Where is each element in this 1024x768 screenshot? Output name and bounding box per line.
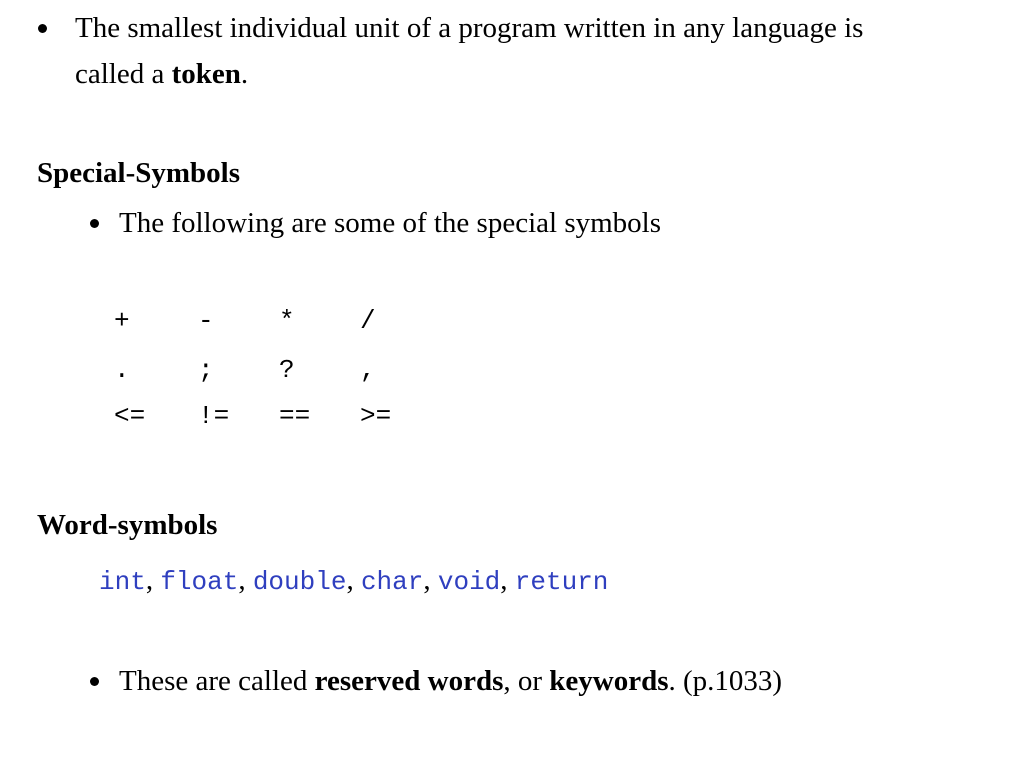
keyword-item: return — [514, 567, 609, 597]
keyword-separator: , — [346, 564, 354, 596]
symbol-cell: <= — [114, 401, 146, 431]
reserved-words-text — [119, 664, 782, 698]
reserved-words-mid: , or — [503, 665, 550, 697]
symbol-cell: * — [279, 306, 295, 336]
keywords-term: keywords — [549, 665, 669, 697]
reserved-words-suffix: . (p.1033) — [668, 665, 783, 697]
keyword-item: void — [437, 567, 501, 597]
symbol-cell: / — [360, 306, 376, 336]
symbol-cell: ; — [198, 355, 214, 385]
reserved-words-term: reserved words — [314, 665, 504, 697]
reserved-words-prefix: These are called — [119, 665, 315, 697]
keyword-separator: , — [238, 564, 246, 596]
symbol-cell: ? — [279, 355, 295, 385]
keyword-item: float — [160, 567, 239, 597]
symbol-cell: >= — [360, 401, 392, 431]
special-symbols-bullet-text: The following are some of the special symbols — [119, 207, 662, 239]
keyword-item: double — [252, 567, 347, 597]
symbol-cell: + — [114, 306, 130, 336]
keyword-separator: , — [423, 564, 431, 596]
symbol-cell: != — [198, 401, 230, 431]
special-symbols-heading: Special-Symbols — [37, 157, 241, 189]
intro-text-1: The smallest individual unit of a program written in any language is — [75, 12, 864, 44]
reserved-words-bullet-icon — [90, 677, 99, 686]
symbol-cell: - — [198, 306, 214, 336]
keyword-item: int — [99, 567, 146, 597]
symbol-cell: == — [279, 401, 311, 431]
keyword-separator: , — [500, 564, 508, 596]
intro-text-2-prefix: called a — [75, 58, 172, 90]
intro-token-term: token — [171, 58, 241, 90]
intro-text-2-suffix: . — [240, 58, 249, 90]
symbol-cell: . — [114, 355, 130, 385]
keyword-separator: , — [145, 564, 154, 596]
word-symbols-heading: Word-symbols — [37, 509, 218, 541]
keyword-list — [99, 563, 608, 599]
symbol-cell: , — [360, 355, 376, 385]
keyword-item: char — [360, 567, 424, 597]
